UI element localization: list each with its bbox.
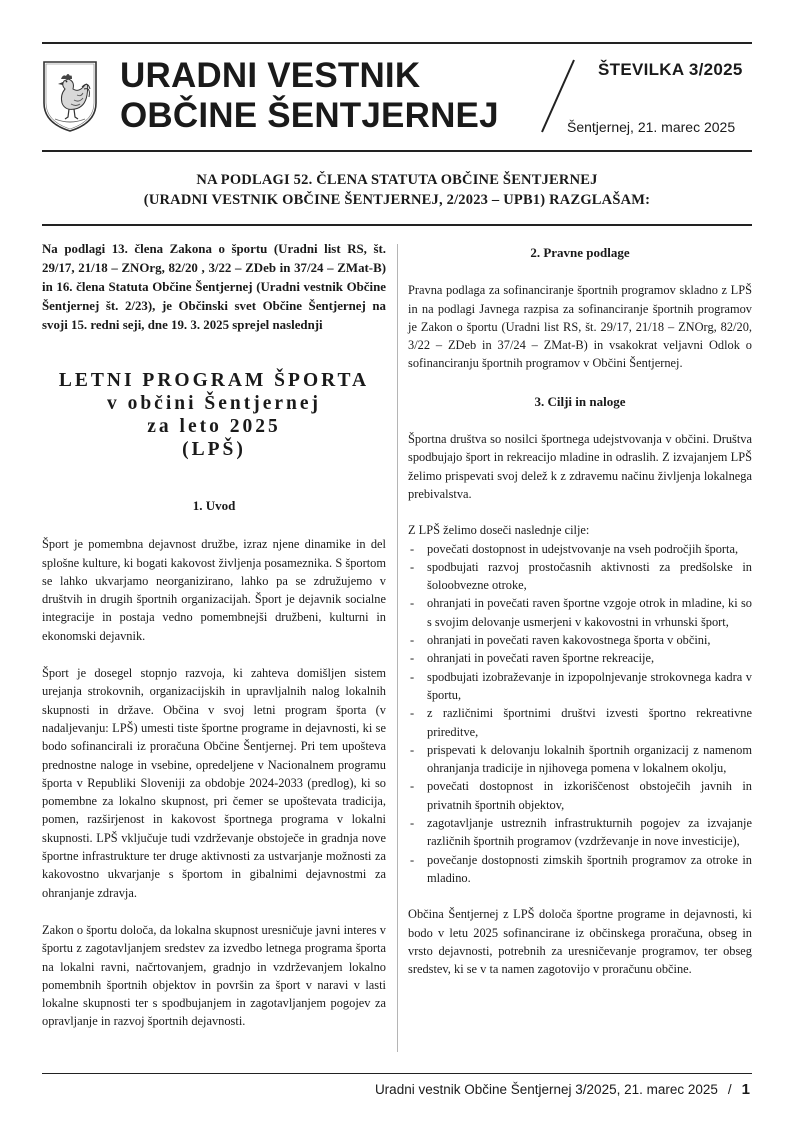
footer-separator: / — [727, 1082, 732, 1097]
issue-place-date: Šentjernej, 21. marec 2025 — [567, 119, 736, 135]
list-item: - z različnimi športnimi društvi izvesti športno rekreativne prireditve, — [408, 704, 752, 741]
publication-title-line2: OBČINE ŠENTJERNEJ — [120, 96, 499, 135]
section-heading-pravne-podlage: 2. Pravne podlage — [530, 245, 630, 260]
decree-line2: (URADNI VESTNIK OBČINE ŠENTJERNEJ, 2/2023 – UPB1) RAZGLAŠAM: — [143, 192, 651, 208]
document-title — [42, 369, 386, 461]
list-item: - povečanje dostopnosti zimskih športnih programov za otroke in mladino. — [408, 851, 752, 888]
header-bottom-rule — [42, 150, 752, 152]
decree-heading — [42, 170, 752, 210]
section-heading-cilji: 3. Cilji in naloge — [534, 393, 626, 409]
list-item: - ohranjati in povečati raven športne rekreacije, — [408, 649, 752, 667]
paragraph: Šport je pomembna dejavnost družbe, izraz njene dinamike in del splošne kulture, ki bogati kakovost življenja posameznika. S športom se lahko ukvarjamo neorganizirano, lahko pa se združujemo v društvih in drugih športnih organizacijah. Šport je dejavnik socialne integracije in postaja vedno pomembnejši družbeni, kulturni in ekonomski dejavnik. — [42, 537, 386, 643]
list-item: - povečati dostopnost in udejstvovanje na vseh področjih športa, — [408, 540, 752, 558]
adoption-preamble: Na podlagi 13. člena Zakona o športu (Uradni list RS, št. 29/17, 21/18 – ZNOrg, 82/20 , 3/22 – ZDeb in 37/24 – ZMat-B) in 16. člena Statuta Občine Šentjernej (Uradni vestnik Občine Šentjernej št. 2/23), je Občinski svet Občine Šentjernej na svoji 15. redni seji, dne 19. 3. 2025 sprejel naslednji — [42, 242, 386, 332]
page-footer — [375, 1081, 750, 1098]
footer-citation: Uradni vestnik Občine Šentjernej 3/2025, 21. marec 2025 — [374, 1082, 718, 1097]
right-column — [408, 240, 752, 978]
paragraph: Športna društva so nosilci športnega udejstvovanja v občini. Društva spodbujajo šport in rekreacijo mladine in odraslih. Z izvajanjem LPŠ želimo prispevati svoj delež k z zdravemu načinu življenja lokalnega prebivalstva. — [408, 432, 752, 501]
goals-list — [408, 540, 752, 888]
column-divider — [397, 244, 398, 1052]
left-column — [42, 240, 386, 1031]
list-item: - prispevati k delovanju lokalnih športnih organizacij z namenom ohranjanja tradicije in njihovega pomena v lokalnem okolju, — [408, 741, 752, 778]
issue-number: ŠTEVILKA 3/2025 — [598, 60, 743, 79]
rooster-coat-of-arms-icon — [41, 59, 99, 133]
paragraph: Občina Šentjernej z LPŠ določa športne programe in dejavnosti, ki bodo v letu 2025 sofinancirane iz občinskega proračuna, obseg in vrsto dejavnosti, potrebnih za uresničevanje programov, ter obseg sredstev, ki se v ta namen zagotovijo v proračunu občine. — [408, 907, 752, 977]
list-item: - zagotavljanje ustreznih infrastrukturnih pogojev za izvajanje različnih športnih programov (vzdrževanje in nove investicije), — [408, 814, 752, 851]
publication-title — [120, 56, 499, 136]
document-title-line4: (LPŠ) — [182, 439, 246, 460]
paragraph: Šport je dosegel stopnjo razvoja, ki zahteva domišljen sistem urejanja strokovnih, organizacijskih in upravljalnih nalog lokalnih skupnosti in države. Občina v svoj letni program športa (v nadaljevanju: LPŠ) umesti tiste športne programe in dejavnosti, ki se bodo sofinancirali iz proračuna Občine Šentjernej. Pri tem upošteva prednostne naloge in vsebine, opredeljene v Nacionalnem programu športa v Republiki Sloveniji za obdobje 2024-2033 (predlog), ki so pomembne za lokalno skupnost, pri čemer se upoštevata tradicija, pomen, razširjenost in kakovost športnega programa v lokalni skupnosti. LPŠ vključuje tudi vzdrževanje obstoječe in gradnja nove športne infrastrukture ter druge aktivnosti za ustvarjanje možnosti za kakovostno ukvarjanje s športom in gibalnimi dejavnostmi za ohranjanje zdravja. — [42, 666, 386, 900]
list-item: - spodbujati razvoj prostočasnih aktivnosti za predšolske in šoloobvezne otroke, — [408, 558, 752, 595]
document-title-line2: v občini Šentjernej — [106, 393, 322, 414]
page-number: 1 — [741, 1081, 750, 1098]
header-top-rule — [42, 42, 752, 44]
document-title-line3: za leto 2025 — [147, 416, 281, 437]
goals-list-intro: Z LPŠ želimo doseči naslednje cilje: — [408, 523, 590, 538]
list-item: - spodbujati izobraževanje in izpopolnjevanje strokovnega kadra v športu, — [408, 668, 752, 705]
publication-title-line1: URADNI VESTNIK — [120, 56, 421, 95]
list-item: - povečati dostopnost in izkoriščenost obstoječih javnih in privatnih športnih objektov, — [408, 777, 752, 814]
paragraph: Zakon o športu določa, da lokalna skupnost uresničuje javni interes v športu z zagotavljanjem sredstev za izvedbo letnega programa športa na lokalni ravni, načrtovanjem, gradnjo in vzdrževanjem lokalno pomembnih športnih objektov in površin za šport v naravi v lasti lokalne skupnosti ter s spodbujanjem in zagotavljanjem pogojev za opravljanje in razvoj športnih dejavnosti. — [42, 922, 386, 1029]
list-item: - ohranjati in povečati raven kakovostnega športa v občini, — [408, 631, 752, 649]
decree-line1: NA PODLAGI 52. ČLENA STATUTA OBČINE ŠENTJERNEJ — [196, 172, 598, 188]
list-item: - ohranjati in povečati raven športne vzgoje otrok in mladine, ki so s svojim delovanje usmerjeni v kakovostni in vrhunski šport, — [408, 594, 752, 631]
document-title-line1: LETNI PROGRAM ŠPORTA — [58, 370, 370, 391]
section-heading-uvod: 1. Uvod — [192, 498, 236, 513]
footer-rule — [42, 1073, 752, 1074]
paragraph: Pravna podlaga za sofinanciranje športnih programov skladno z LPŠ in na podlagi Javnega razpisa za sofinanciranje športnih programov je Zakon o športu (Uradni list RS, št. 29/17, 21/18 – ZNOrg, 82/20, 3/22 – ZDeb in 37/24 – ZMat-B) in vsakokrat veljavni Odlok o sofinanciranju športnih programov v Občini Šentjernej. — [408, 283, 752, 371]
decree-bottom-rule — [42, 224, 752, 226]
